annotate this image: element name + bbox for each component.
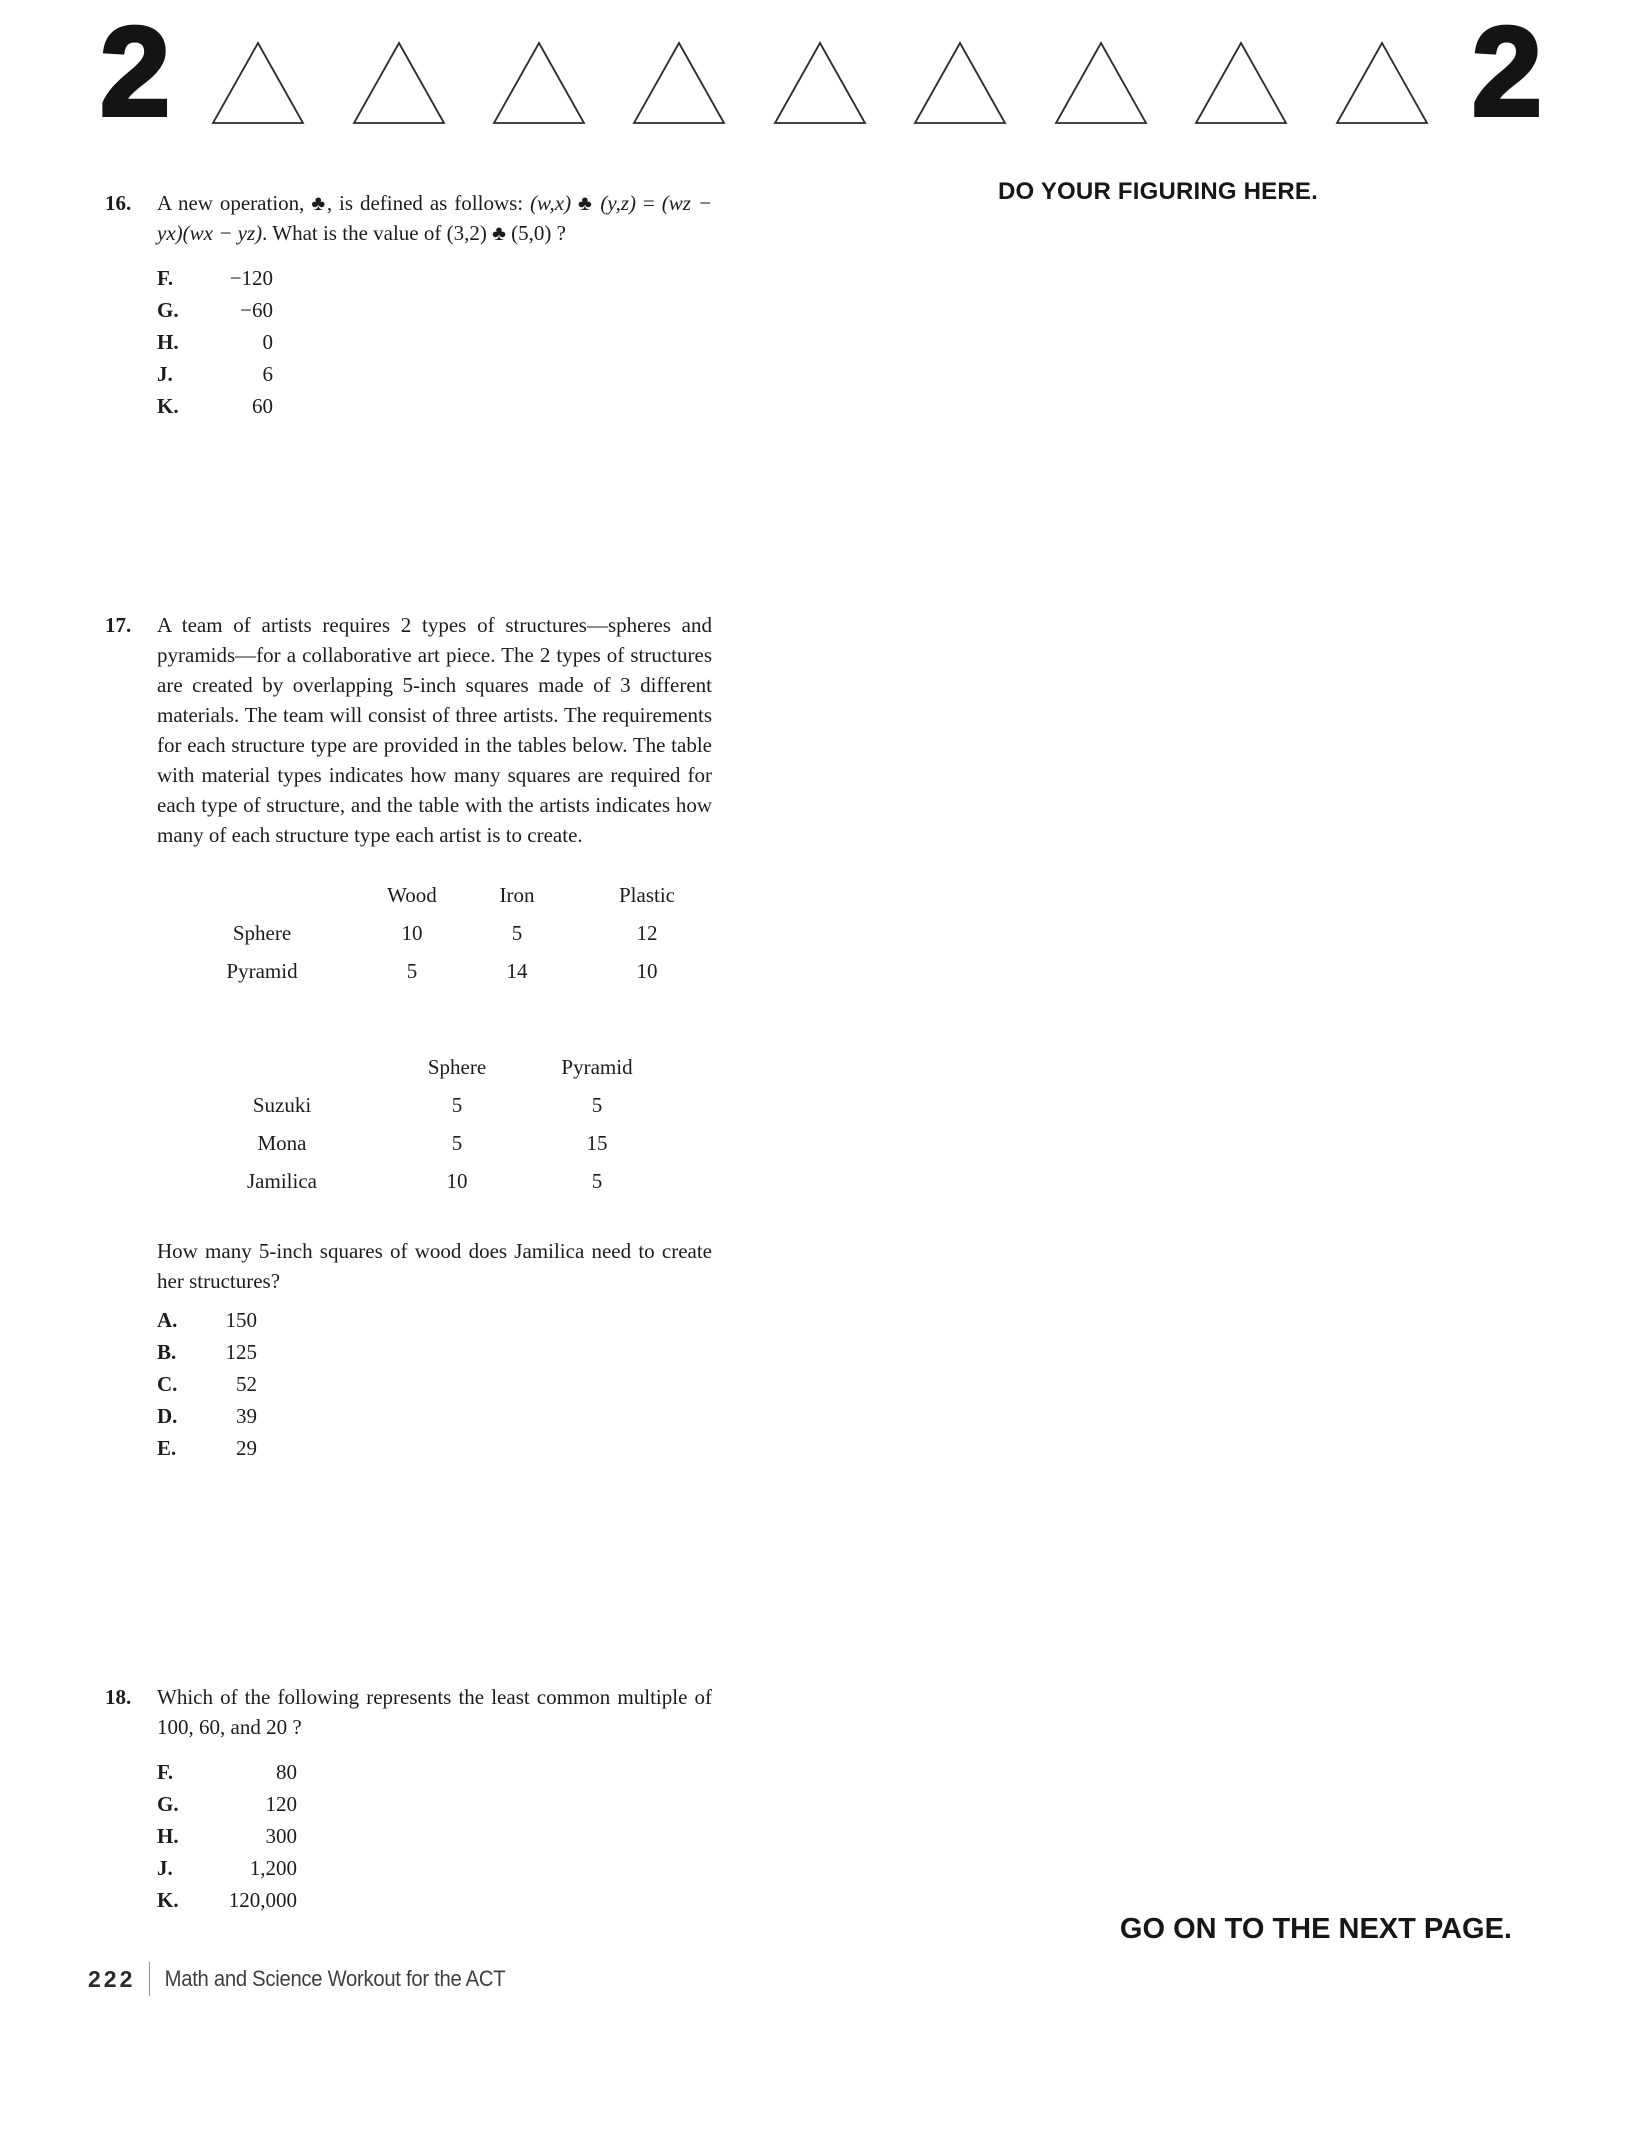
choice-value: 150 [225, 1308, 257, 1332]
choice-value: 1,200 [249, 1856, 297, 1880]
question-text: A team of artists requires 2 types of structures—spheres and pyramids—for a collaborative art piece. The 2 types of structures are created by overlapping 5-inch squares made of 3 different materials. The team will consist of three artists. The requirements for each structure type are provided in the tables below. The table with material types indicates how many squares are required for each type of structure, and the table with the artists indicates how many of each structure type each artist is to create. [157, 613, 712, 847]
answer-choices [157, 262, 712, 422]
table-cell: 5 [406, 959, 418, 983]
column-header: Plastic [619, 883, 675, 907]
choice-row [157, 1788, 712, 1820]
choice-value: 120,000 [228, 1888, 297, 1912]
page-header [100, 1, 1540, 142]
question-number: 18. [105, 1685, 132, 1709]
triangle-icon [491, 40, 587, 126]
choice-row [157, 1336, 712, 1368]
choice-row [157, 294, 712, 326]
choice-letter: E. [157, 1436, 177, 1460]
table-cell: 12 [636, 921, 658, 945]
choice-row [157, 1432, 712, 1464]
choice-letter: K. [157, 394, 179, 418]
choice-value: 52 [236, 1372, 257, 1396]
table-cell: 5 [511, 921, 523, 945]
choice-value: 300 [265, 1824, 297, 1848]
question-text: Which of the following represents the least common multiple of 100, 60, and 20 ? [157, 1685, 712, 1739]
choice-value: 29 [236, 1436, 257, 1460]
choice-row [157, 390, 712, 422]
answer-choices [157, 1756, 712, 1916]
book-title: Math and Science Workout for the ACT [149, 1962, 505, 1996]
table-cell: 10 [446, 1169, 468, 1193]
triangle-icon [1193, 40, 1289, 126]
table-corner [157, 1048, 407, 1086]
choice-row [157, 1820, 712, 1852]
triangle-icon [1053, 40, 1149, 126]
choice-row [157, 262, 712, 294]
choice-row [157, 326, 712, 358]
row-label: Jamilica [247, 1169, 317, 1193]
answer-choices [157, 1304, 712, 1464]
choice-row [157, 1884, 712, 1916]
choice-letter: G. [157, 1792, 179, 1816]
section-number-left: 2 [100, 1, 169, 142]
triangle-icon [631, 40, 727, 126]
question-body [157, 1682, 712, 1916]
row-label: Suzuki [252, 1093, 312, 1117]
table-cell: 15 [586, 1131, 608, 1155]
choice-value: 39 [236, 1404, 257, 1428]
choice-row [157, 1368, 712, 1400]
choice-value: 6 [262, 362, 273, 386]
choice-letter: F. [157, 266, 174, 290]
choice-value: 80 [276, 1760, 297, 1784]
row-label: Sphere [232, 921, 292, 945]
column-header: Pyramid [561, 1055, 633, 1079]
page-number: 222 [88, 1965, 136, 1992]
table-cell: 10 [636, 959, 658, 983]
choice-row [157, 1400, 712, 1432]
choice-row [157, 1304, 712, 1336]
choice-letter: G. [157, 298, 179, 322]
choice-value: 60 [252, 394, 273, 418]
question-body [157, 610, 712, 1464]
choice-letter: D. [157, 1404, 178, 1428]
triangle-icon [351, 40, 447, 126]
question-body [157, 188, 712, 422]
question-text: A new operation, ♣, is defined as follows: (w,x) ♣ (y,z) = (wz − yx)(wx − yz). What is the value of (3,2) ♣ (5,0) ? [157, 191, 712, 245]
choice-row [157, 1852, 712, 1884]
choice-value: 125 [225, 1340, 257, 1364]
row-label: Mona [257, 1131, 307, 1155]
table-cell: 5 [451, 1093, 463, 1117]
choice-row [157, 358, 712, 390]
table-cell: 5 [591, 1093, 603, 1117]
choice-value: 120 [265, 1792, 297, 1816]
choice-letter: F. [157, 1760, 174, 1784]
triangle-icon [1334, 40, 1430, 126]
column-header: Iron [499, 883, 535, 907]
column-header: Sphere [427, 1055, 487, 1079]
choice-row [157, 1756, 712, 1788]
sub-question-text: How many 5-inch squares of wood does Jamilica need to create her structures? [157, 1239, 712, 1293]
question-number: 17. [105, 613, 132, 637]
question-17 [105, 610, 712, 1464]
row-label: Pyramid [226, 959, 298, 983]
artists-table [157, 1048, 712, 1200]
choice-letter: J. [157, 1856, 173, 1880]
table-cell: 10 [401, 921, 423, 945]
figuring-note: DO YOUR FIGURING HERE. [998, 178, 1318, 205]
choice-letter: H. [157, 1824, 179, 1848]
choice-value: −60 [240, 298, 273, 322]
triangle-icon [210, 40, 306, 126]
column-header: Wood [387, 883, 437, 907]
choice-letter: C. [157, 1372, 178, 1396]
table-corner [157, 876, 367, 914]
triangle-icon [772, 40, 868, 126]
choice-letter: B. [157, 1340, 177, 1364]
question-16 [105, 188, 712, 422]
choice-letter: J. [157, 362, 173, 386]
triangle-divider-row [210, 22, 1430, 126]
section-number-right: 2 [1471, 1, 1540, 142]
table-cell: 14 [506, 959, 528, 983]
choice-letter: H. [157, 330, 179, 354]
choice-letter: K. [157, 1888, 179, 1912]
table-cell: 5 [451, 1131, 463, 1155]
table-cell: 5 [591, 1169, 603, 1193]
page-footer [88, 1962, 537, 1996]
choice-value: −120 [229, 266, 273, 290]
question-number: 16. [105, 191, 132, 215]
triangle-icon [912, 40, 1008, 126]
choice-letter: A. [157, 1308, 178, 1332]
choice-value: 0 [262, 330, 273, 354]
question-18 [105, 1682, 712, 1916]
materials-table [157, 876, 712, 990]
go-on-instruction: GO ON TO THE NEXT PAGE. [1119, 1913, 1512, 1945]
